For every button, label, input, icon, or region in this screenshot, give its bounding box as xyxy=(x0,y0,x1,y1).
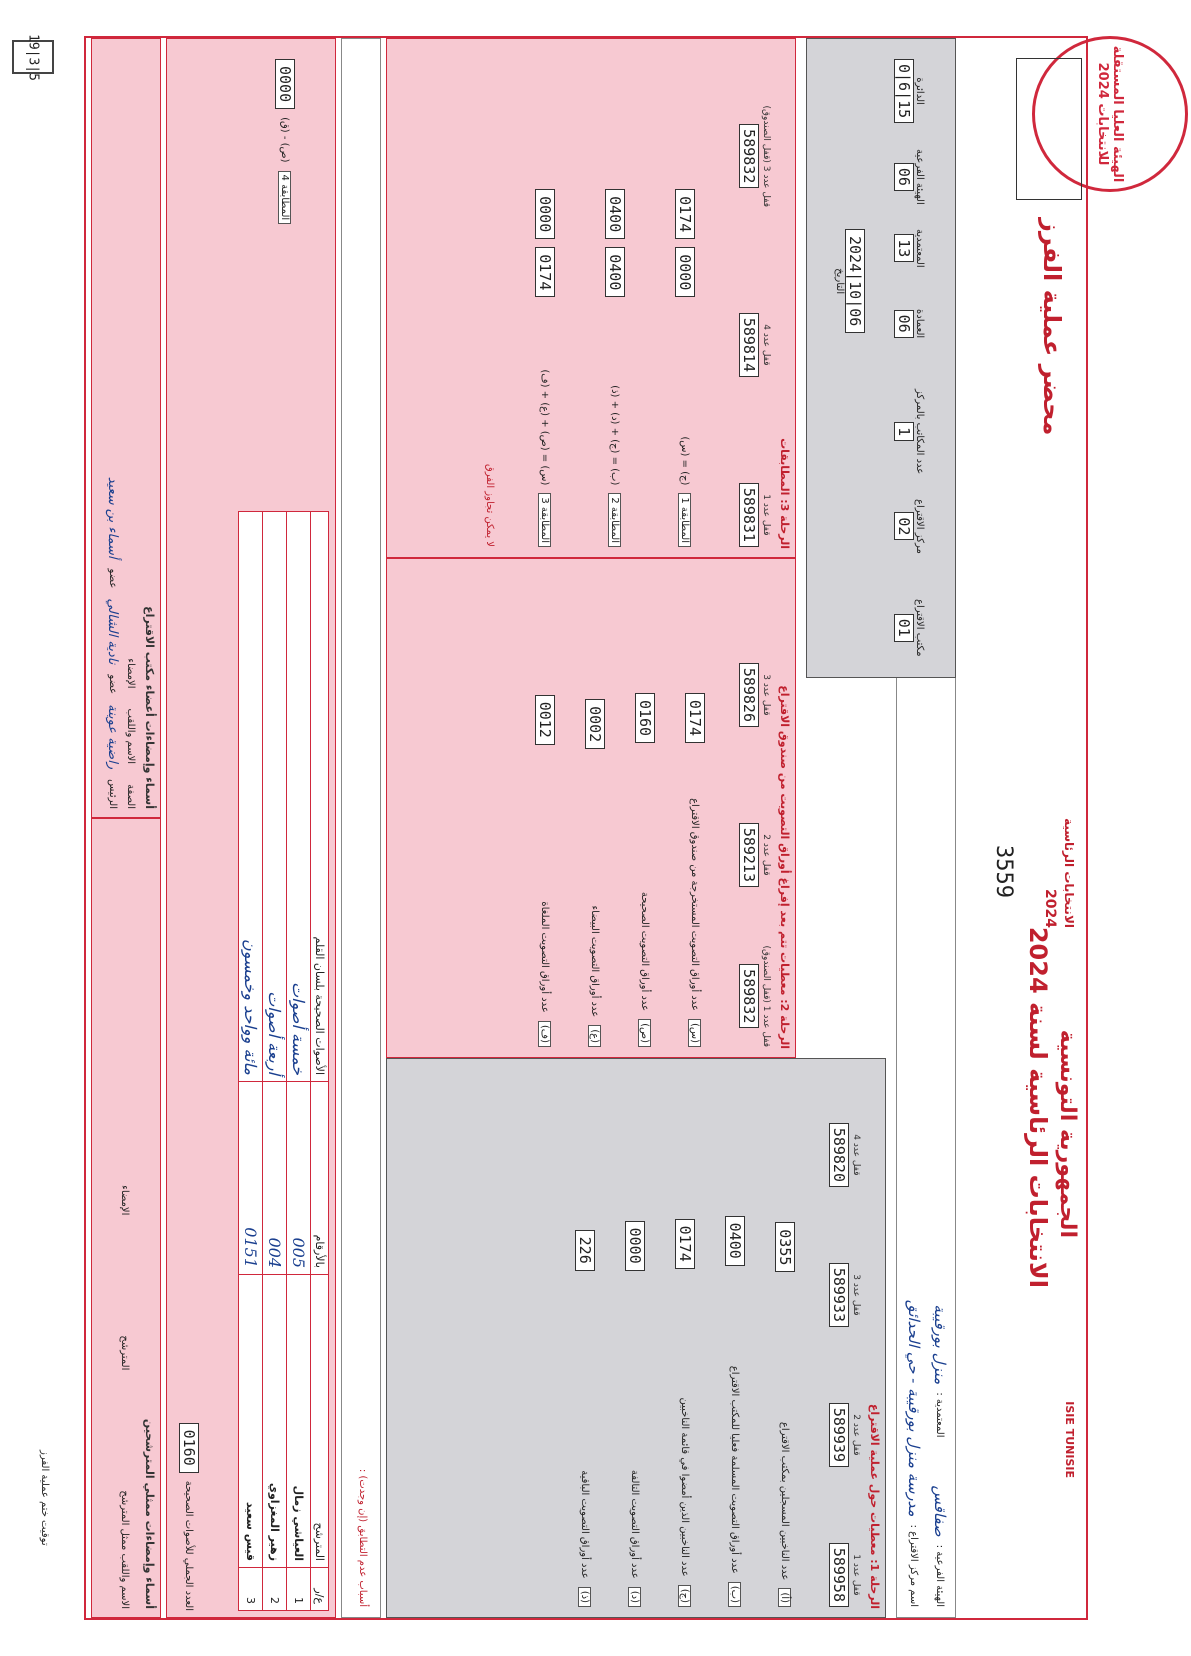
stage3-row: المطابقة 3 (س) = (ص) + (ع) + (ف) 0174 0000 xyxy=(535,189,555,547)
stage1-row: (أ) عدد الناخبين المسجلين بمكتب الاقتراع 0355 xyxy=(775,1222,795,1607)
check4-row: المطابقة 4 (ص) - (ق) 0000 xyxy=(275,59,295,224)
candidates-table xyxy=(238,511,329,1611)
brand-year: 2024 xyxy=(1042,889,1058,928)
header-words: الأصوات الصحيحة بلسان القلم xyxy=(311,512,329,1082)
stage3-panel xyxy=(386,38,796,558)
candidates-panel xyxy=(166,38,336,1618)
code-value: 1 xyxy=(894,422,914,441)
serial-number: 3559 xyxy=(991,845,1016,898)
member-row: الرئيس راضية عوينة عضو نادية الشالي عضو أسماء بن سعيد xyxy=(105,476,120,809)
date-value: 2024|10|06 xyxy=(845,229,865,333)
code-circonscription: الدائرة 0|6|15 xyxy=(894,59,925,123)
legend-panel xyxy=(1016,58,1082,200)
stage3-row: المطابقة 2 (ب) = (ج) + (د) + (ذ) 0400 0400 xyxy=(605,189,625,547)
stage3-row: المطابقة 1 (ج) = (س) 0000 0174 xyxy=(675,189,695,547)
stage2-row: (ف) عدد أوراق التصويت الملغاة 0012 xyxy=(535,695,555,1047)
report-sheet xyxy=(84,36,1088,1620)
stage2-title: الرحلة 2: معطيات تتم بعد إفراغ أوراق التصويت من صندوق الاقتراع xyxy=(778,685,791,1049)
codes-panel xyxy=(806,38,956,678)
seal-4: قفل عدد 4 589820 xyxy=(829,1123,861,1187)
members-panel: أسماء وإمضاءات أعضاء مكتب الاقتراع الصفة الاسم واللقب الإمضاء الرئيس راضية عوينة عضو نادية الشالي عضو أسماء بن سعيد xyxy=(91,38,161,818)
seal-3: قفل عدد 3 589933 xyxy=(829,1263,861,1327)
stage2-seal: قفل عدد 1 (قفل الصندوق) 589832 xyxy=(740,945,771,1047)
country-title: الجمهورية التونسية xyxy=(1055,1029,1080,1238)
table-row: 1 العياشي زمال 005 خمسة أصوات xyxy=(287,512,311,1611)
footer-note: توقيت ختم عملية الفرز xyxy=(39,1450,50,1546)
code-value: 02 xyxy=(894,512,914,540)
stage1-row: (ب) عدد أوراق التصويت المسلمة فعليا للمكتب الاقتراع 0400 xyxy=(725,1216,745,1607)
code-offices-count: عدد المكاتب بالمركز 1 xyxy=(895,389,925,475)
stage3-title: الرحلة 3: المطابقات xyxy=(778,438,791,549)
code-center: مركز الاقتراع 02 xyxy=(895,499,925,554)
stage3-note: لا يمكن تجاوز الفرق xyxy=(484,463,495,547)
code-value: 06 xyxy=(894,310,914,338)
stage3-seal: قفل عدد 1 589831 xyxy=(739,483,771,547)
instance-label: الهيئة الفرعية : xyxy=(934,1544,946,1607)
page-code: 19|3|5 xyxy=(12,40,54,74)
isie-logo: ISIE TUNISIE xyxy=(1063,1401,1076,1478)
election-title: الانتخابات الرئاسية لسنة 2024 xyxy=(1024,926,1052,1288)
code-value: 01 xyxy=(894,614,914,642)
stage1-row: (ج) عدد الناخبين الذين أمضوا في قائمة الناخبين 0174 xyxy=(675,1219,695,1607)
stage2-seal: قفل عدد 2 589213 xyxy=(739,823,771,887)
stage1-panel xyxy=(386,1058,886,1618)
code-sub-instance: الهيئة الفرعية 06 xyxy=(895,149,925,205)
total-row: العدد الجملي للأصوات الصحيحة 0160 xyxy=(179,1423,199,1611)
header xyxy=(946,38,1086,1618)
seal-1: قفل عدد 1 589958 xyxy=(829,1543,861,1607)
header-num: ع/ر xyxy=(311,1568,329,1611)
stage2-row: (س) عدد أوراق التصويت المستخرجة من صندوق الاقتراع 0174 xyxy=(685,693,705,1047)
stage2-row: (ص) عدد أوراق التصويت الصحيحة 0160 xyxy=(635,693,655,1047)
delegation-label: المعتمدية : xyxy=(934,1392,946,1438)
stage2-panel xyxy=(386,558,796,1058)
stage3-seal: قفل عدد 3 (قفل الصندوق) 589832 xyxy=(740,105,771,207)
rotated-form xyxy=(86,38,1086,1618)
stage2-row: (ع) عدد أوراق التصويت البيضاء 0002 xyxy=(585,699,605,1047)
table-row: 3 قيس سعيد 0151 مائة وواحد وخمسون xyxy=(239,512,263,1611)
brand-text: الانتخابات الرئاسية xyxy=(1062,818,1076,928)
stage1-row: (د) عدد أوراق التصويت التالفة 0000 xyxy=(625,1221,645,1607)
representatives-panel: أسماء وإمضاءات ممثلي المترشحين الاسم واللقب ممثل المترشح المترشح الإمضاء xyxy=(91,818,161,1618)
instance-value: صفاقس xyxy=(931,1485,949,1537)
center-value: مدرسة منزل بورقيبة - حي الحدائق xyxy=(905,1299,923,1517)
header-digits: بالأرقام xyxy=(311,1082,329,1275)
code-value: 0|6|15 xyxy=(894,59,914,123)
stage3-seal: قفل عدد 4 589814 xyxy=(739,313,771,377)
reasons-row xyxy=(341,38,381,1618)
stage1-row: (ذ) عدد أوراق التصويت الباقية 226 xyxy=(575,1230,595,1607)
stage2-seal: قفل عدد 3 589826 xyxy=(739,663,771,727)
center-label: اسم مركز الاقتراع : xyxy=(908,1524,920,1607)
code-office: مكتب الاقتراع 01 xyxy=(895,599,925,657)
header-name: المترشح xyxy=(311,1275,329,1568)
document-title: محضر عملية الفرز xyxy=(1038,218,1066,436)
stamp-text: الهيئة العليا المستقلة للانتخابات 2024 xyxy=(1095,45,1125,183)
code-sector: العمادة 06 xyxy=(895,309,925,339)
reasons-label: أسباب عدم التطابق (إن وجدت) : xyxy=(357,1468,368,1607)
stage1-title: الرحلة 1: معطيات حول عملية الاقتراع xyxy=(868,1403,881,1609)
date-cell: 2024|10|06 التاريخ xyxy=(834,229,865,333)
seal-2: قفل عدد 2 589939 xyxy=(829,1403,861,1467)
code-delegation: المعتمدية 13 xyxy=(895,229,925,268)
delegation-value: منزل بورقيبة xyxy=(931,1304,949,1385)
code-value: 06 xyxy=(894,163,914,191)
code-value: 13 xyxy=(894,234,914,262)
table-row: 2 زهير المغزاوي 004 أربعة أصوات xyxy=(263,512,287,1611)
